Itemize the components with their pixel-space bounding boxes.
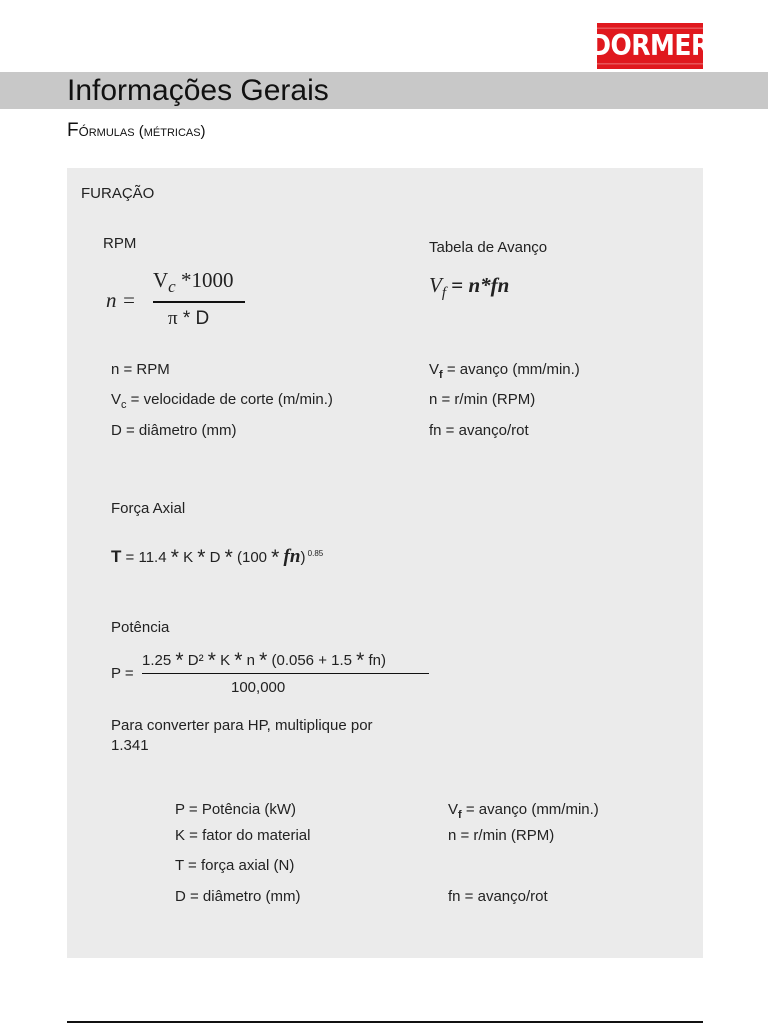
pw-star-4: * [259,649,268,672]
rpm-def-d: D = diâmetro (mm) [111,422,237,439]
feed-def-n: n = r/min (RPM) [429,391,536,408]
legend-d: D = diâmetro (mm) [175,888,301,905]
pw-star-5: * [356,649,365,672]
rpm-def-n: n = RPM [111,361,170,378]
legend-k: K = fator do material [175,827,311,844]
vc-v: V [111,391,122,408]
section-heading: FURAÇÃO [81,185,155,202]
hp-note-value: 1.341 [111,737,149,754]
feed-def-rest: = avanço (mm/min.) [442,361,580,378]
subtitle-rest: rmulas (métricas) [88,123,206,140]
num-v: V [153,268,169,292]
power-label: Potência [111,619,170,636]
hp-note: Para converter para HP, multiplique por [111,717,373,734]
axial-fn: fn [283,546,301,567]
page-title: Informações Gerais [67,74,329,107]
legend-vf-v: V [448,801,459,818]
vf-v: V [429,273,442,297]
subtitle-first: Fó [67,120,89,141]
axial-star-2: * [197,546,206,569]
feed-def-sub: f [439,369,443,381]
feed-formula [429,273,509,302]
rpm-numerator [153,268,233,297]
bottom-rule [67,1021,703,1023]
pw-n2: D² [183,652,208,669]
vf-sub: f [441,285,446,302]
pw-n5: (0.056 + 1.5 [267,652,357,669]
power-lhs: P = [111,665,134,682]
num-sub: c [168,277,176,297]
feed-label: Tabela de Avanço [429,239,548,256]
pw-star-1: * [175,649,184,672]
power-fraction-line [142,673,429,674]
legend-vf-sub: f [458,809,462,821]
feed-def-v: V [429,361,440,378]
axial-p3: ) [300,549,306,566]
page-subtitle [67,120,206,142]
axial-star-3: * [224,546,233,569]
axial-formula [111,544,323,568]
power-numerator [142,647,386,671]
vc-rest: = velocidade de corte (m/min.) [126,391,333,408]
rpm-lhs: n = [106,288,136,312]
axial-star-1: * [170,546,179,569]
legend-p: P = Potência (kW) [175,801,297,818]
num-rest: *1000 [175,268,234,292]
rpm-fraction-line [153,301,245,303]
pw-n4: n [242,652,260,669]
vc-sub: c [121,399,127,411]
feed-def-vf [429,361,580,381]
vf-rhs: n*fn [468,273,510,297]
den-rest: * D [177,308,210,329]
legend-vf-rest: = avanço (mm/min.) [461,801,599,818]
legend-vf [448,801,599,821]
rpm-def-vc [111,391,333,411]
dormer-logo [590,23,710,69]
legend-n: n = r/min (RPM) [448,827,555,844]
den-pi: π [168,308,178,329]
axial-d: D [205,549,225,566]
axial-k: K [178,549,198,566]
axial-t: T [111,547,122,566]
legend-t: T = força axial (N) [175,857,295,874]
power-denominator: 100,000 [231,679,286,696]
axial-exp: 0.85 [305,549,324,558]
feed-def-fn: fn = avanço/rot [429,422,529,439]
rpm-label: RPM [103,235,137,252]
pw-star-2: * [207,649,216,672]
axial-star-4: * [271,546,280,569]
rpm-denominator [168,308,209,330]
legend-fn: fn = avanço/rot [448,888,548,905]
axial-p2: (100 [232,549,272,566]
logo-text: DORMER [585,28,714,65]
pw-n6: fn) [364,652,387,669]
pw-n1: 1.25 [142,652,176,669]
axial-label: Força Axial [111,500,186,517]
pw-n3: K [215,652,235,669]
axial-p1: = 11.4 [121,549,171,566]
pw-star-3: * [234,649,243,672]
vf-eq: = [446,273,469,297]
